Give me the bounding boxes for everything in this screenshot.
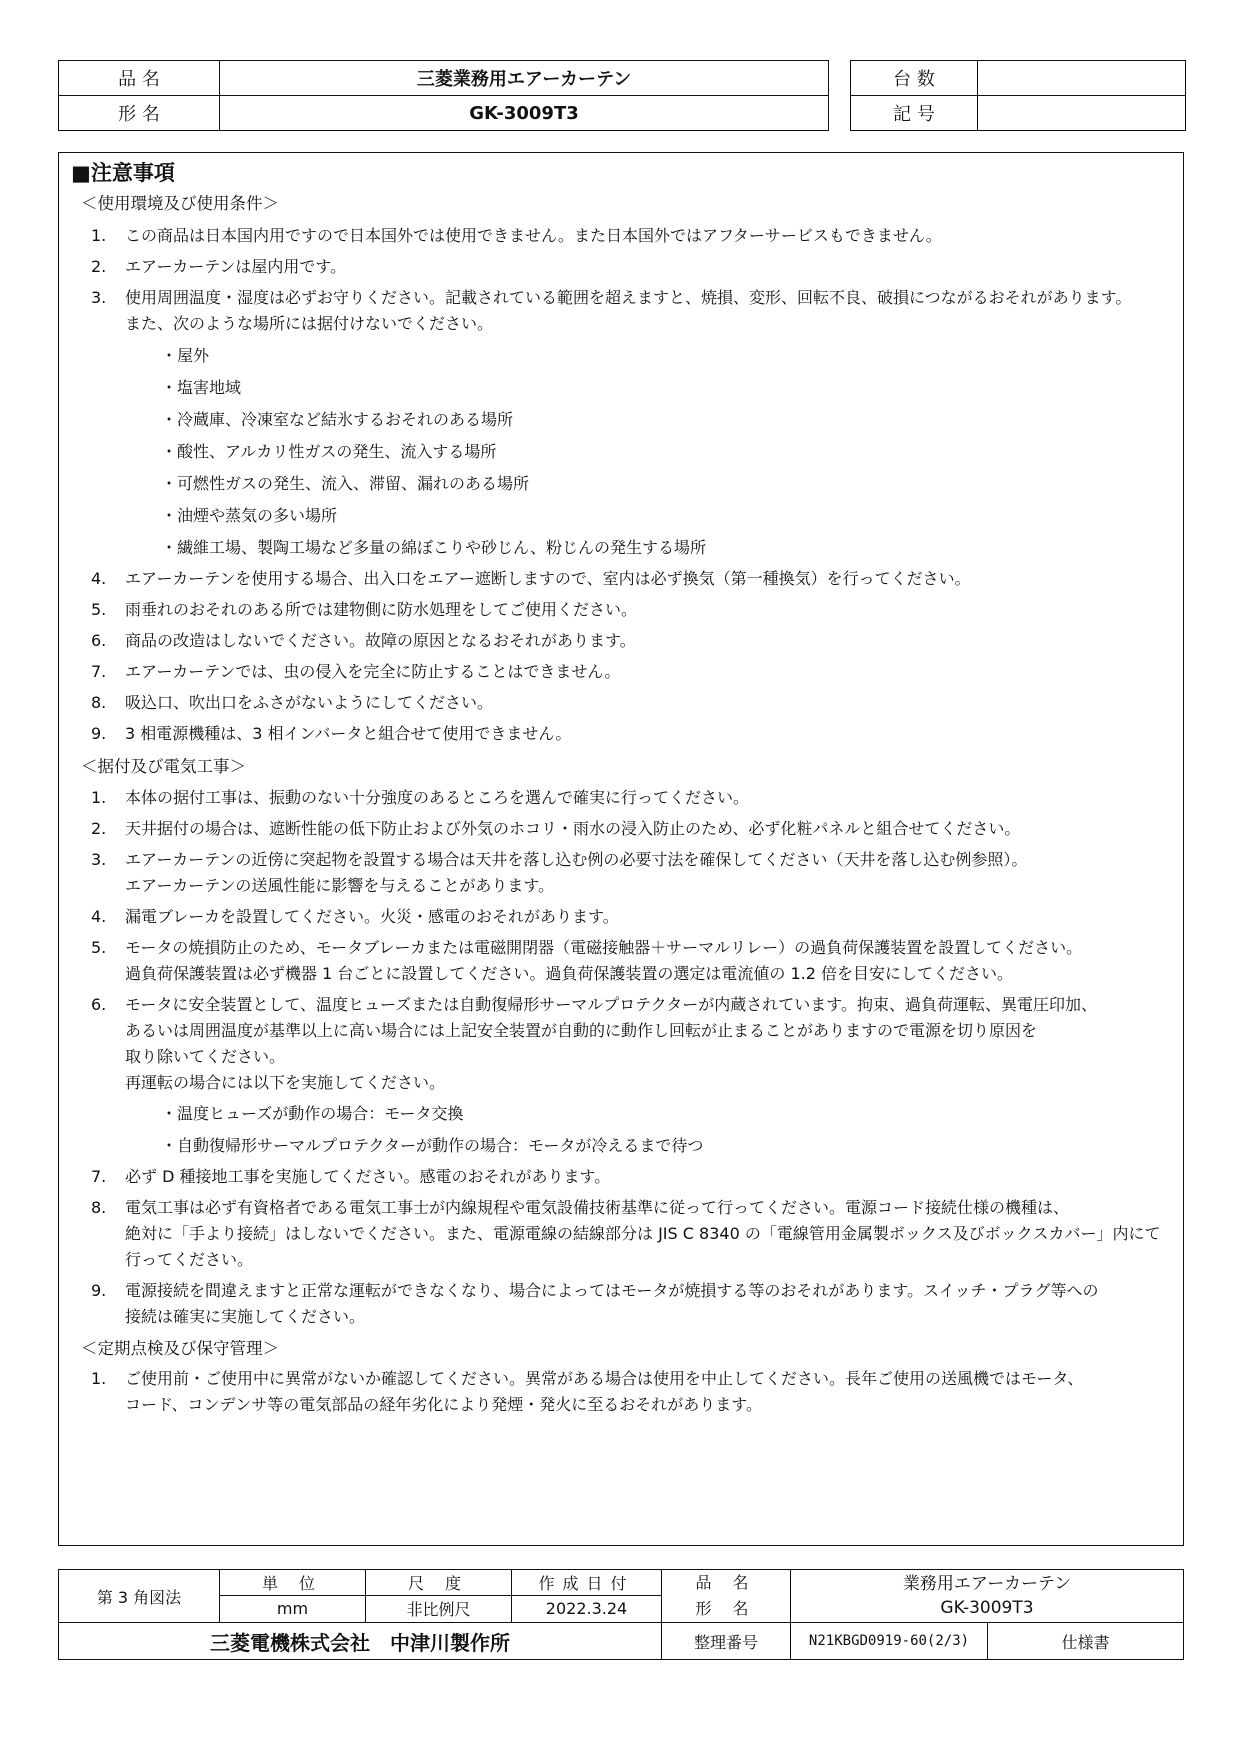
date-label: 作成日付 (512, 1570, 662, 1596)
bullet-item: ・屋外 (161, 346, 210, 365)
projection-method: 第 3 角図法 (59, 1570, 220, 1623)
unit-value: mm (220, 1595, 366, 1622)
scale-label: 尺 度 (366, 1570, 512, 1596)
footer-product-value: 業務用エアーカーテン (902, 1574, 1072, 1594)
section-heading-maintenance: ＜定期点検及び保守管理＞ (81, 1339, 279, 1358)
restart-note: 再運転の場合には以下を実施してください。 (125, 1073, 446, 1092)
product-name-value: 三菱業務用エアーカーテン (220, 61, 829, 96)
footer-product-label: 品 名 (695, 1573, 757, 1592)
bullet-item: ・冷蔵庫、冷凍室など結氷するおそれのある場所 (161, 410, 514, 429)
symbol-value (978, 96, 1186, 131)
section-heading-installation: ＜据付及び電気工事＞ (81, 757, 246, 776)
product-model-values (791, 1570, 1184, 1623)
header-right-table (850, 60, 1186, 131)
bullet-item: ・可燃性ガスの発生、流入、滞留、漏れのある場所 (161, 474, 530, 493)
document-type: 仕様書 (988, 1623, 1184, 1660)
bullet-item: ・温度ヒューズが動作の場合：モータ交換 (161, 1104, 464, 1123)
unit-count-label: 台 数 (851, 61, 978, 96)
reference-number-label: 整理番号 (662, 1623, 791, 1660)
symbol-label: 記 号 (851, 96, 978, 131)
footer-model-label: 形 名 (695, 1599, 757, 1618)
company-name: 三菱電機株式会社 中津川製作所 (59, 1623, 662, 1660)
header-left-table (58, 60, 829, 131)
bullet-item: ・繊維工場、製陶工場など多量の綿ぼこりや砂じん、粉じんの発生する場所 (161, 538, 706, 557)
date-value: 2022.3.24 (512, 1595, 662, 1622)
model-name-value: GK-3009T3 (220, 96, 829, 131)
unit-count-value (978, 61, 1186, 96)
section-heading-usage: ＜使用環境及び使用条件＞ (81, 194, 279, 213)
bullet-item: ・自動復帰形サーマルプロテクターが動作の場合：モータが冷えるまで待つ (161, 1136, 704, 1155)
title-block (58, 1569, 1184, 1660)
footer-model-value: GK-3009T3 (940, 1598, 1034, 1618)
bullet-item: ・塩害地域 (161, 378, 242, 397)
bullet-item: ・酸性、アルカリ性ガスの発生、流入する場所 (161, 442, 497, 461)
product-name-label: 品 名 (59, 61, 220, 96)
scale-value: 非比例尺 (366, 1595, 512, 1622)
bullet-item: ・油煙や蒸気の多い場所 (161, 506, 338, 525)
product-model-labels (662, 1570, 791, 1623)
notes-box: ■注意事項 ＜使用環境及び使用条件＞ 1. この商品は日本国内用ですので日本国外では使用できません。また日本国外ではアフターサービスもできません。 2. エアーカーテンは屋内用です。 3. 使用周囲温度・湿度は必ずお守りください。記載されている範囲を超えますと、焼損、変形、回転不良、破損につながるおそれがあります。 また、次のような場所には据付けないでください。 ・屋外 ・塩害地域 ・冷蔵庫、冷凍室など結氷するおそれのある場所 ・酸性、アルカリ性ガスの発生、流入する場所 ・可燃性ガスの発生、流入、滞留、漏れのある場所 ・油煙や蒸気の多い場所 ・繊維工場、製陶工場など多量の綿ぼこりや砂じん、粉じんの発生する場所 4. エアーカーテンを使用する場合、出入口をエアー遮断しますので、室内は必ず換気（第一種換気）を行ってください。 5. 雨垂れのおそれのある所では建物側に防水処理をしてご使用ください。 6. 商品の改造はしないでください。故障の原因となるおそれがあります。 7. エアーカーテンでは、虫の侵入を完全に防止することはできません。 8. 吸込口、吹出口をふさがないようにしてください。 9. 3 相電源機種は、3 相インバータと組合せて使用できません。 ＜据付及び電気工事＞ 1. 本体の据付工事は、振動のない十分強度のあるところを選んで確実に行ってください。 2. 天井据付の場合は、遮断性能の低下防止および外気のホコリ・雨水の浸入防止のため、必ず化粧パネルと組合せてください。 3. エアーカーテンの近傍に突起物を設置する場合は天井を落し込む例の必要寸法を確保してください（天井を落し込む例参照）。 エアーカーテンの送風性能に影響を与えることがあります。 4. 漏電ブレーカを設置してください。火災・感電のおそれがあります。 5. モータの焼損防止のため、モータブレーカまたは電磁開閉器（電磁接触器＋サーマルリレー）の過負荷保護装置を設置してください。 過負荷保護装置は必ず機器 1 台ごとに設置してください。過負荷保護装置の選定は電流値の 1.2 倍を目安にしてください。 6. モータに安全装置として、温度ヒューズまたは自動復帰形サーマルプロテクターが内蔵されています。拘束、過負荷運転、異電圧印加、 あるいは周囲温度が基準以上に高い場合には上記安全装置が自動的に動作し回転が止まることがありますので電源を切り原因を 取り除いてください。 再運転の場合には以下を実施してください。 ・温度ヒューズが動作の場合：モータ交換 ・自動復帰形サーマルプロテクターが動作の場合：モータが冷えるまで待つ 7. 必ず D 種接地工事を実施してください。感電のおそれがあります。 8. 電気工事は必ず有資格者である電気工事士が内線規程や電気設備技術基準に従って行ってください。電源コード接続仕様の機種は、 絶対に「手より接続」はしないでください。また、電源電線の結線部分は JIS C 8340 の「電線管用金属製ボックス及びボックスカバー」内にて 行ってください。 9. 電源接続を間違えますと正常な運転ができなくなり、場合によってはモータが焼損する等のおそれがあります。スイッチ・プラグ等への 接続は確実に実施してください。 ＜定期点検及び保守管理＞ 1. ご使用前・ご使用中に異常がないか確認してください。異常がある場合は使用を中止してください。長年ご使用の送風機ではモータ、 コード、コンデンサ等の電気部品の経年劣化により発煙・発火に至るおそれがあります。 (58, 152, 1184, 1546)
model-name-label: 形 名 (59, 96, 220, 131)
reference-number-value: N21KBGD0919-60(2/3) (791, 1623, 988, 1660)
notes-title: ■注意事項 (71, 161, 175, 185)
unit-label: 単 位 (220, 1570, 366, 1596)
